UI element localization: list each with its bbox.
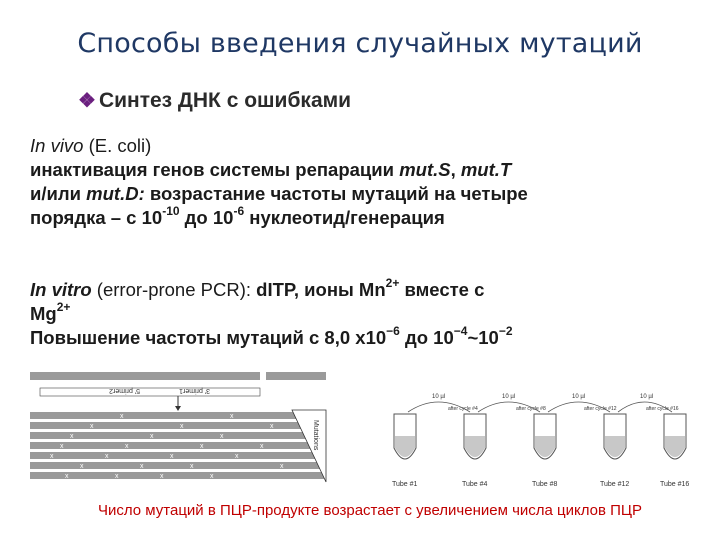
volume-label-2: 10 µl xyxy=(502,394,516,400)
volume-labels xyxy=(432,394,653,400)
text-span: dITP xyxy=(256,279,294,300)
arrow-head-icon xyxy=(175,406,181,411)
svg-text:x: x xyxy=(280,463,284,470)
tube-3 xyxy=(516,406,558,488)
svg-text:x: x xyxy=(115,473,119,480)
svg-text:x: x xyxy=(150,433,154,440)
strand-top-end xyxy=(266,372,326,380)
svg-text:x: x xyxy=(170,453,174,460)
strand-7 xyxy=(30,472,326,479)
pcr-tubes-figure xyxy=(378,392,698,492)
tube-2 xyxy=(448,406,488,488)
tube-5-note: after cycle #16 xyxy=(646,406,679,412)
svg-text:x: x xyxy=(70,433,74,440)
in-vitro-paragraph xyxy=(30,275,700,350)
in-vivo-line-1 xyxy=(30,134,700,158)
tube-5-label: Tube #16 xyxy=(660,481,690,488)
text-span: Повышение частоты мутаций с 8,0 х10 xyxy=(30,327,387,348)
svg-text:x: x xyxy=(80,463,84,470)
tube-3-label: Tube #8 xyxy=(532,481,558,488)
svg-text:x: x xyxy=(260,443,264,450)
slope-label: Mutations xyxy=(312,420,319,451)
in-vitro-line-2 xyxy=(30,299,700,326)
in-vivo-line-4 xyxy=(30,203,700,230)
svg-text:x: x xyxy=(235,453,239,460)
bullet-heading-text: Синтез ДНК с ошибками xyxy=(98,89,352,112)
svg-text:x: x xyxy=(270,423,274,430)
tube-2-note: after cycle #4 xyxy=(448,406,478,412)
tube-5 xyxy=(646,406,689,488)
tube-1 xyxy=(392,414,418,488)
strand-5 xyxy=(30,452,326,459)
svg-text:x: x xyxy=(60,443,64,450)
svg-text:x: x xyxy=(105,453,109,460)
organism: (E. coli) xyxy=(83,135,152,156)
in-vivo-term: In vivo xyxy=(30,135,84,156)
tube-4 xyxy=(584,406,629,488)
text-span: , xyxy=(450,159,461,180)
gene-mutd: mut.D: xyxy=(86,183,145,204)
strand-top xyxy=(30,372,260,380)
text-span: ~10 xyxy=(467,327,499,348)
svg-text:x: x xyxy=(160,473,164,480)
text-span: Mg xyxy=(30,303,57,324)
exponent: −4 xyxy=(453,323,468,338)
volume-label-1: 10 µl xyxy=(432,394,446,400)
text-span: , ионы Mn xyxy=(293,279,386,300)
tube-2-label: Tube #4 xyxy=(462,481,488,488)
exponent: −6 xyxy=(386,323,400,338)
svg-text:x: x xyxy=(220,433,224,440)
pcr-strands-figure xyxy=(30,370,340,490)
text-span: до 10 xyxy=(399,327,454,348)
text-span: нуклеотид/генерация xyxy=(244,207,445,228)
svg-text:x: x xyxy=(210,473,214,480)
svg-text:x: x xyxy=(180,423,184,430)
exponent: 2+ xyxy=(385,275,400,290)
slide-title: Способы введения случайных мутаций xyxy=(77,28,643,59)
gel-label-top: 3' primer1 xyxy=(179,387,210,394)
text-span: до 10 xyxy=(179,207,234,228)
exponent: -6 xyxy=(233,203,245,218)
svg-text:x: x xyxy=(65,473,69,480)
figure-caption: Число мутаций в ПЦР-продукте возрастает с увеличением числа циклов ПЦР xyxy=(97,502,643,519)
strand-2 xyxy=(30,422,326,429)
in-vivo-line-2 xyxy=(30,158,700,182)
strand-4 xyxy=(30,442,326,449)
in-vivo-line-3 xyxy=(30,182,700,206)
strand-1 xyxy=(30,412,326,419)
strand-3 xyxy=(30,432,326,439)
svg-text:x: x xyxy=(120,413,124,420)
gel-label-bottom: 5' primer2 xyxy=(109,387,140,394)
svg-text:x: x xyxy=(50,453,54,460)
tube-4-note: after cycle #12 xyxy=(584,406,617,412)
text-span: (error-prone PCR): xyxy=(91,279,257,300)
in-vitro-term: In vitro xyxy=(30,279,92,300)
gene-muts: mut.S xyxy=(399,159,451,180)
text-span: вместе с xyxy=(399,279,485,300)
svg-text:x: x xyxy=(90,423,94,430)
tube-1-label: Tube #1 xyxy=(392,481,418,488)
exponent: -10 xyxy=(162,203,180,218)
text-span: порядка – с 10 xyxy=(30,207,163,228)
svg-text:x: x xyxy=(230,413,234,420)
volume-label-3: 10 µl xyxy=(572,394,586,400)
tube-3-note: after cycle #8 xyxy=(516,406,546,412)
in-vitro-line-1 xyxy=(30,275,700,302)
tube-4-label: Tube #12 xyxy=(600,481,630,488)
strand-primer-row xyxy=(40,388,260,396)
svg-text:x: x xyxy=(190,463,194,470)
text-span: инактивация генов системы репарации xyxy=(30,159,400,180)
text-span: и/или xyxy=(30,183,87,204)
gene-mutt: mut.T xyxy=(460,159,512,180)
svg-text:x: x xyxy=(125,443,129,450)
exponent: −2 xyxy=(498,323,513,338)
svg-text:x: x xyxy=(200,443,204,450)
exponent: 2+ xyxy=(56,299,71,314)
in-vivo-paragraph xyxy=(30,134,700,230)
volume-label-4: 10 µl xyxy=(640,394,654,400)
svg-text:x: x xyxy=(140,463,144,470)
text-span: возрастание частоты мутаций на четыре xyxy=(144,183,528,204)
diamond-bullet-icon: ❖ xyxy=(78,90,96,112)
in-vitro-line-3 xyxy=(30,323,700,350)
bullet-heading xyxy=(78,88,351,113)
